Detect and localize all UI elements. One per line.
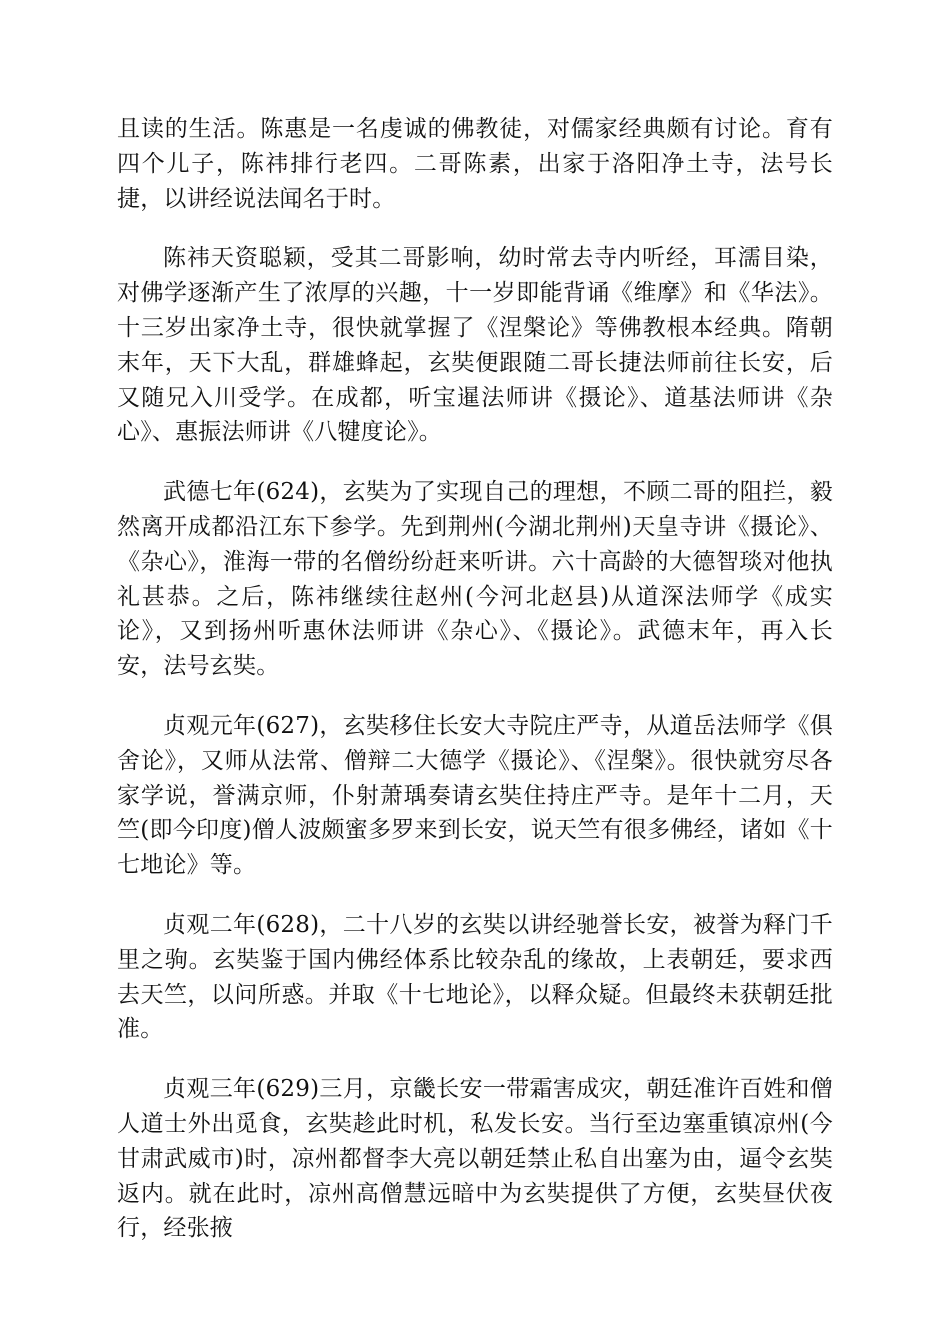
paragraph-3: 武德七年(624)，玄奘为了实现自己的理想，不顾二哥的阻拦，毅然离开成都沿江东下参学。先到荆州(今湖北荆州)天皇寺讲《摄论》、《杂心》，淮海一带的名僧纷纷赶来听讲。六十高龄的大德智琰对他执礼甚恭。之后，陈祎继续往赵州(今河北赵县)从道深法师学《成实论》，又到扬州听惠休法师讲《杂心》、《摄论》。武德末年，再入长安，法号玄奘。 bbox=[117, 479, 833, 680]
paragraph-5: 贞观二年(628)，二十八岁的玄奘以讲经驰誉长安，被誉为释门千里之驹。玄奘鉴于国内佛经体系比较杂乱的缘故，上表朝廷，要求西去天竺，以问所惑。并取《十七地论》，以释众疑。但最终未获朝廷批准。 bbox=[117, 911, 833, 1043]
document-body bbox=[117, 112, 833, 1271]
paragraph-6: 贞观三年(629)三月，京畿长安一带霜害成灾，朝廷准许百姓和僧人道士外出觅食，玄奘趁此时机，私发长安。当行至边塞重镇凉州(今甘肃武威市)时，凉州都督李大亮以朝廷禁止私自出塞为由，逼令玄奘返内。就在此时，凉州高僧慧远暗中为玄奘提供了方便，玄奘昼伏夜行，经张掖 bbox=[117, 1076, 833, 1242]
paragraph-1: 且读的生活。陈惠是一名虔诚的佛教徒，对儒家经典颇有讨论。育有四个儿子，陈祎排行老四。二哥陈素，出家于洛阳净土寺，法号长捷，以讲经说法闻名于时。 bbox=[117, 116, 833, 212]
paragraph-2: 陈祎天资聪颖，受其二哥影响，幼时常去寺内听经，耳濡目染，对佛学逐渐产生了浓厚的兴趣，十一岁即能背诵《维摩》和《华法》。十三岁出家净土寺，很快就掌握了《涅槃论》等佛教根本经典。隋朝末年，天下大乱，群雄蜂起，玄奘便跟随二哥长捷法师前往长安，后又随兄入川受学。在成都，听宝暹法师讲《摄论》、道基法师讲《杂心》、惠振法师讲《八犍度论》。 bbox=[117, 245, 833, 446]
paragraph-4: 贞观元年(627)，玄奘移住长安大寺院庄严寺，从道岳法师学《俱舍论》，又师从法常、僧辩二大德学《摄论》、《涅槃》。很快就穷尽各家学说，誉满京师，仆射萧瑀奏请玄奘住持庄严寺。是年十二月，天竺(即今印度)僧人波颇蜜多罗来到长安，说天竺有很多佛经，诸如《十七地论》等。 bbox=[117, 712, 833, 879]
